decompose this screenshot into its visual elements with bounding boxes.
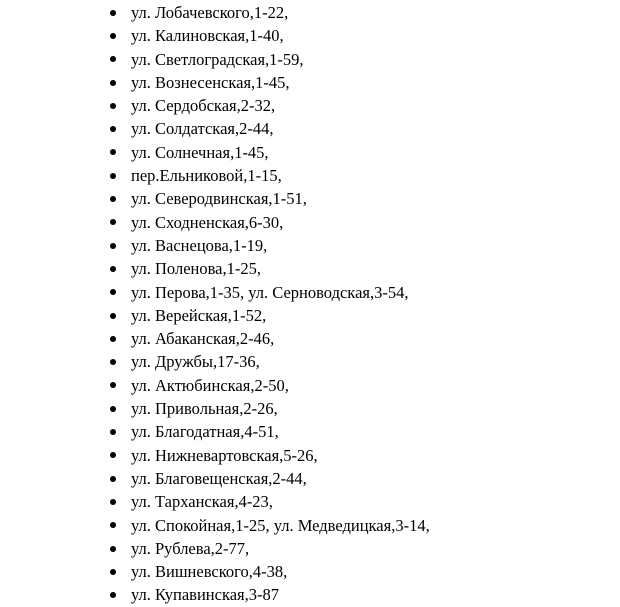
bullet-icon bbox=[110, 452, 116, 458]
street-text: ул. Благовещенская,2-44, bbox=[131, 468, 307, 488]
list-item bbox=[0, 48, 620, 71]
street-text: ул. Дружбы,17-36, bbox=[131, 352, 260, 372]
bullet-icon bbox=[110, 592, 116, 598]
street-text: ул. Лобачевского,1-22, bbox=[131, 3, 289, 22]
street-text: ул. Перова,1-35, ул. Серноводская,3-54, bbox=[131, 282, 409, 302]
bullet-icon bbox=[110, 266, 116, 272]
street-text: ул. Сходненская,6-30, bbox=[131, 212, 284, 232]
bullet-icon bbox=[110, 33, 116, 39]
list-item bbox=[0, 374, 620, 397]
list-item bbox=[0, 1, 620, 24]
bullet-icon bbox=[110, 196, 116, 202]
list-item bbox=[0, 94, 620, 117]
street-text: ул. Рублева,2-77, bbox=[131, 538, 250, 558]
list-item bbox=[0, 444, 620, 467]
bullet-icon bbox=[110, 56, 116, 62]
street-text: ул. Спокойная,1-25, ул. Медведицкая,3-14, bbox=[131, 515, 430, 535]
list-item bbox=[0, 583, 620, 606]
list-item bbox=[0, 537, 620, 560]
street-text: ул. Абаканская,2-46, bbox=[131, 329, 275, 349]
street-list bbox=[0, 1, 620, 607]
street-text: ул. Поленова,1-25, bbox=[131, 259, 261, 279]
bullet-icon bbox=[110, 406, 116, 412]
bullet-icon bbox=[110, 289, 116, 295]
street-text: ул. Тарханская,4-23, bbox=[131, 492, 273, 512]
street-text: ул. Сердобская,2-32, bbox=[131, 96, 276, 116]
street-text: ул. Солдатская,2-44, bbox=[131, 119, 274, 139]
street-text: ул. Привольная,2-26, bbox=[131, 399, 278, 419]
list-item bbox=[0, 71, 620, 94]
bullet-icon bbox=[110, 313, 116, 319]
list-item bbox=[0, 490, 620, 513]
list-item bbox=[0, 117, 620, 140]
street-text: пер.Ельниковой,1-15, bbox=[131, 166, 282, 186]
list-item bbox=[0, 420, 620, 443]
bullet-icon bbox=[110, 476, 116, 482]
list-item bbox=[0, 211, 620, 234]
bullet-icon bbox=[110, 359, 116, 365]
bullet-icon bbox=[110, 336, 116, 342]
bullet-icon bbox=[110, 243, 116, 249]
street-text: ул. Васнецова,1-19, bbox=[131, 235, 268, 255]
bullet-icon bbox=[110, 499, 116, 505]
street-text: ул. Купавинская,3-87 bbox=[131, 585, 280, 605]
street-text: ул. Вишневского,4-38, bbox=[131, 562, 288, 582]
street-text: ул. Северодвинская,1-51, bbox=[131, 189, 307, 209]
bullet-icon bbox=[110, 173, 116, 179]
bullet-icon bbox=[110, 149, 116, 155]
street-text: ул. Калиновская,1-40, bbox=[131, 26, 284, 46]
street-text: ул. Вознесенская,1-45, bbox=[131, 72, 290, 92]
bullet-icon bbox=[110, 569, 116, 575]
street-text: ул. Солнечная,1-45, bbox=[131, 142, 269, 162]
bullet-icon bbox=[110, 522, 116, 528]
bullet-icon bbox=[110, 126, 116, 132]
street-text: ул. Светлоградская,1-59, bbox=[131, 49, 304, 69]
list-item bbox=[0, 514, 620, 537]
bullet-icon bbox=[110, 10, 116, 16]
list-item bbox=[0, 350, 620, 373]
list-item bbox=[0, 304, 620, 327]
bullet-icon bbox=[110, 80, 116, 86]
list-item bbox=[0, 187, 620, 210]
list-item bbox=[0, 257, 620, 280]
list-item bbox=[0, 467, 620, 490]
bullet-icon bbox=[110, 219, 116, 225]
street-text: ул. Нижневартовская,5-26, bbox=[131, 445, 318, 465]
list-item bbox=[0, 397, 620, 420]
bullet-icon bbox=[110, 429, 116, 435]
bullet-icon bbox=[110, 103, 116, 109]
list-item bbox=[0, 234, 620, 257]
street-text: ул. Актюбинская,2-50, bbox=[131, 375, 289, 395]
list-item bbox=[0, 141, 620, 164]
list-item bbox=[0, 281, 620, 304]
list-item bbox=[0, 560, 620, 583]
list-item bbox=[0, 327, 620, 350]
list-item bbox=[0, 24, 620, 47]
list-item bbox=[0, 164, 620, 187]
street-text: ул. Верейская,1-52, bbox=[131, 305, 267, 325]
street-text: ул. Благодатная,4-51, bbox=[131, 422, 279, 442]
bullet-icon bbox=[110, 382, 116, 388]
bullet-icon bbox=[110, 546, 116, 552]
